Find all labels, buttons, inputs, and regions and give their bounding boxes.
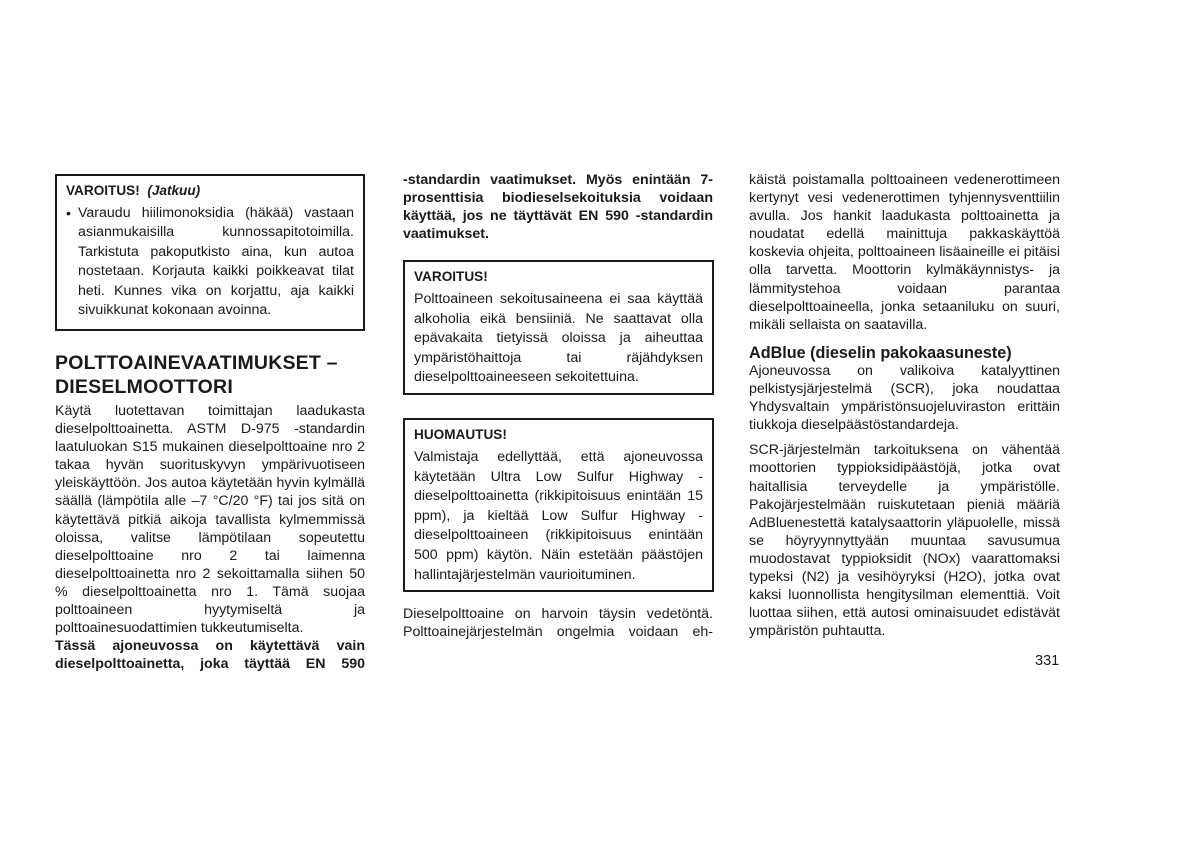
warning-box-title: VAROITUS!	[414, 269, 488, 284]
water-separator-paragraph: käistä poistamalla polttoaineen vedenerottimeen kertynyt vesi vedenerottimen tyhjennysventtiilin avulla. Jos hankit laadukasta polttoainetta ja noudatat edellä mainittuja pakkaskäyttöä koskevia ohjeita, polttoaineen lisäaineille ei pitäisi olla tarvetta. Moottorin kylmäkäynnistys- ja lämmitystehoa voidaan parantaa dieselpolttoaineella, jonka setaaniluku on suuri, mikäli sellaista on saatavilla.	[749, 172, 1060, 333]
column-2-footer	[403, 605, 713, 641]
note-box-title: HUOMAUTUS!	[414, 427, 507, 442]
en590-requirement-continued: -standardin vaatimukset. Myös enintään 7-prosenttisia biodieselsekoituksia voidaan käyttää, jos ne täyttävät EN 590 -standardin vaatimukset.	[403, 172, 713, 243]
warning-box-continued	[55, 174, 365, 331]
section-heading-line1: POLTTOAINEVAATIMUKSET –	[55, 352, 338, 374]
scr-intro-paragraph: Ajoneuvossa on valikoiva katalyyttinen pelkistysjärjestelmä (SCR), joka noudattaa Yhdysvaltain ympäristönsuojeluviraston erittäin tiukkoja dieselpäästöstandardeja.	[749, 363, 1060, 434]
note-box-text: Valmistaja edellyttää, että ajoneuvossa käytetään Ultra Low Sulfur Highway -dieselpolttoainetta (rikkipitoisuus enintään 15 ppm), ja kieltää Low Sulfur Highway -dieselpolttoaineen (rikkipitoisuus enintään 500 ppm) käytön. Näin estetään päästöjen hallintajärjestelmän vaurioituminen.	[414, 449, 703, 583]
diesel-requirements-paragraph: Käytä luotettavan toimittajan laadukasta dieselpolttoainetta. ASTM D-975 -standardin laatuluokan S15 mukainen dieselpolttoaine nro 2 takaa hyvän suorituskyvyn ympärivuotiseen yleiskäyttöön. Jos autoa käytetään hyvin kylmällä säällä (lämpötila alle –7 °C/20 °F) tai jos sitä on käytettävä pitkiä aikoja tavallista kylmemmissä oloissa, valitse lämpötilaan sopeutettu dieselpolttoaine nro 2 tai laimenna dieselpolttoainetta nro 2 sekoittamalla siihen 50 % dieselpolttoainetta nro 1. Tämä suojaa polttoaineen hyytymiseltä ja polttoainesuodattimien tukkeutumiselta.	[55, 403, 365, 637]
adblue-heading: AdBlue (dieselin pakokaasuneste)	[749, 344, 1012, 362]
note-box	[403, 418, 714, 592]
warning-box-title	[66, 182, 354, 200]
column-3-top	[749, 171, 1060, 334]
section-heading-line2: DIESELMOOTTORI	[55, 376, 233, 398]
continued-label: (Jatkuu)	[147, 183, 201, 198]
warning-box-text: Polttoaineen sekoitusaineena ei saa käyttää alkoholia eikä bensiiniä. Ne saattavat olla epävakaita tietyissä oloissa ja aiheuttaa ympäristöhaittoja tai räjähdyksen dieselpolttoaineeseen sekoitettuina.	[414, 291, 703, 386]
warning-label: VAROITUS!	[66, 183, 140, 198]
scr-purpose-paragraph: SCR-järjestelmän tarkoituksena on vähentää moottorien typpioksidipäästöjä, jotka ovat haitallisia terveydelle ja ympäristölle. Pakojärjestelmään ruiskutetaan pieniä määriä AdBluenestettä katalysaattorin yläpuolelle, missä se höyryynnyttyään muuntaa savusumua muodostavat typpioksidit (NOx) vaarattomaksi typeksi (N2) ja vesihöyryksi (H2O), jotka ovat kaksi luonnollista hengitysilman elementtiä. Voit luottaa siihen, että autosi ominaisuudet edistävät ympäristön puhtautta.	[749, 442, 1060, 640]
column-1-body	[55, 402, 365, 673]
en590-requirement-start: Tässä ajoneuvossa on käytettävä vain dieselpolttoainetta, joka täyttää EN 590	[55, 638, 365, 673]
warning-bullet-text: Varaudu hiilimonoksidia (häkää) vastaan asianmukaisilla kunnossapitotoimilla. Tarkistuta pakoputkisto aina, kun autoa nostetaan. Korjauta kaikki poikkeavat tilat heti. Kunnes vika on korjattu, aja kaikki sivuikkunat kokonaan avoinna.	[78, 205, 354, 319]
warning-box	[403, 260, 714, 395]
column-2-body	[403, 171, 713, 243]
page-number: 331	[1035, 653, 1060, 669]
column-3-body	[749, 362, 1060, 640]
section-heading	[55, 351, 375, 399]
bullet-icon: •	[66, 205, 71, 221]
warning-bullet-item	[66, 204, 354, 320]
water-in-fuel-paragraph: Dieselpolttoaine on harvoin täysin vedetöntä. Polttoainejärjestelmän ongelmia voidaan eh-	[403, 606, 713, 641]
